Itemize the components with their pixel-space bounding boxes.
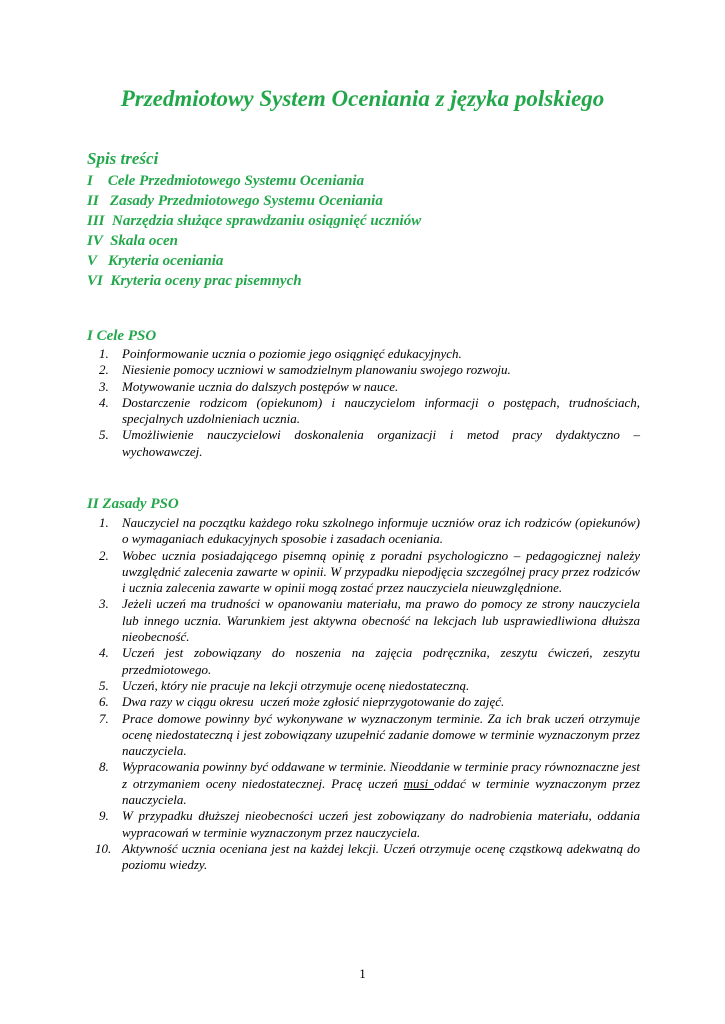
list-number: 2. [99,547,109,563]
list-number: 3. [99,596,109,612]
list-item [95,840,640,874]
list-number: 6. [99,694,109,710]
list-item [99,346,640,362]
list-text: Dwa razy w ciągu okresu uczeń może zgłosić nieprzygotowanie do zajęć. [122,694,505,710]
list-text: Wypracowania powinny być oddawane w terminie. Nieoddanie w terminie pracy równoznaczne jest z otrzymaniem oceny niedostatecznej. Pracę uczeń [122,759,641,791]
list-text: Nauczyciel na początku każdego roku szkolnego informuje uczniów oraz ich rodziców (opiekunów) o wymaganiach edukacyjnych sposobie i zasadach oceniania. [122,515,640,547]
list-text: Niesienie pomocy uczniowi w samodzielnym planowaniu swojego rozwoju. [122,362,511,378]
toc-item: IV Skala ocen [87,233,178,249]
list-number: 1. [99,515,109,530]
list-number: 1. [99,346,109,361]
section-heading-zasady: II Zasady PSO [87,496,179,512]
list-item [99,677,640,694]
list-text: Poinformowanie ucznia o poziomie jego osiągnięć edukacyjnych. [122,346,462,361]
toc-item: I Cele Przedmiotowego Systemu Oceniania [87,173,365,189]
list-number: 4. [99,645,109,661]
toc-item: V Kryteria oceniania [87,253,224,269]
underlined-word: musi [403,775,434,791]
list-text: oddać w terminie wyznaczonym przez nauczyciela. [122,775,641,808]
list-number: 7. [99,710,109,726]
list-number: 8. [99,759,109,775]
list-item [99,378,640,395]
list-number: 9. [99,808,109,824]
list-text: Uczeń jest zobowiązany do noszenia na zajęcia podręcznika, zeszytu ćwiczeń, zeszytu przedmiotowego. [122,645,640,677]
list-item [99,596,640,645]
list-number: 4. [99,394,109,410]
toc-heading: Spis treści [87,149,159,168]
list-item [99,759,641,808]
document-title: Przedmiotowy System Oceniania z języka polskiego [120,86,605,111]
toc-item: VI Kryteria oceny prac pisemnych [87,273,302,289]
list-item [99,547,640,597]
list-item [99,645,640,678]
list-text: Aktywność ucznia oceniana jest na każdej lekcji. Uczeń otrzymuje ocenę cząstkową adekwatną do poziomu wiedzy. [122,840,640,873]
list-item [99,515,640,548]
list-number: 5. [99,427,109,443]
list-number: 5. [99,677,109,693]
list-text: Motywowanie ucznia do dalszych postępów w nauce. [122,378,399,394]
list-number: 10. [95,840,112,856]
page-number: 1 [359,966,366,981]
list-number: 3. [99,378,109,394]
list-item [99,694,640,710]
list-text: Prace domowe powinny być wykonywane w wyznaczonym terminie. Za ich brak uczeń otrzymuje ocenę niedostateczną i jest zobowiązany uzupełnić zadanie domowe w terminie wyznaczonym przez nauczyciela. [122,710,640,759]
toc-item: II Zasady Przedmiotowego Systemu Oceniania [87,193,383,209]
list-text: W przypadku dłuższej nieobecności uczeń jest zobowiązany do nadrobienia materiału, oddania wypracowań w terminie wyznaczonym przez nauczyciela. [122,808,640,840]
list-text: Uczeń, który nie pracuje na lekcji otrzymuje ocenę niedostateczną. [122,677,470,693]
list-text: Dostarczenie rodzicom (opiekunom) i nauczycielom informacji o postępach, trudnościach, specjalnych uzdolnieniach ucznia. [122,394,640,427]
section-zasady-list [95,515,641,874]
toc-item: III Narzędzia służące sprawdzaniu osiągnięć uczniów [87,213,422,229]
list-item [99,427,640,460]
table-of-contents [87,171,421,291]
list-item [99,808,640,841]
list-text: Jeżeli uczeń ma trudności w opanowaniu materiału, ma prawo do pomocy ze strony nauczyciela lub innego ucznia. Warunkiem jest aktywna obecność na lekcjach lub usprawiedliwiona dłuższa nieobecność. [122,596,640,645]
list-text: Wobec ucznia posiadającego pisemną opinię z poradni psychologiczno – pedagogicznej należy uwzględnić zalecenia zawarte w opinii. W przypadku niepodjęcia szczególnej pracy przez rodziców i ucznia zalecenia zawarte w opinii mogą zostać przez nauczyciela nieuwzględnione. [122,547,640,596]
list-item [99,362,640,378]
list-item [99,710,640,760]
section-cele-list [99,346,640,460]
list-item [99,394,640,428]
list-number: 2. [99,362,109,378]
section-heading-cele: I Cele PSO [87,328,157,344]
list-text: Umożliwienie nauczycielowi doskonalenia organizacji i metod pracy dydaktyczno – wychowawczej. [122,427,640,459]
